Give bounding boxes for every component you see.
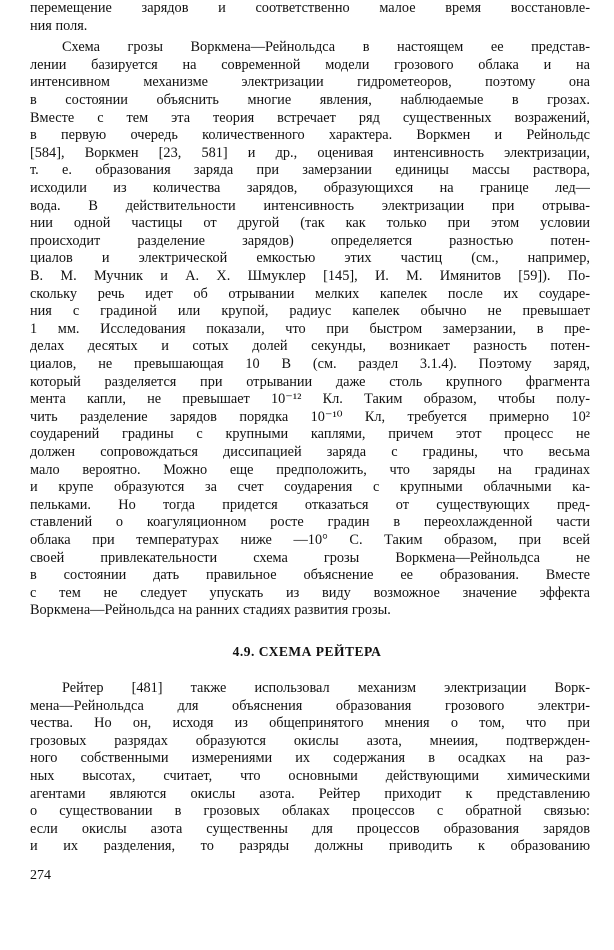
- text-line: В. М. Мучник и А. Х. Шмуклер [145], И. М. Имянитов [59]). По-: [30, 268, 590, 284]
- text-line: чества. Но он, исходя из общепринятого мнения о том, что при: [30, 715, 590, 732]
- text-line: мента капли, не превышает 10⁻¹² Кл. Таким образом, чтобы полу-: [30, 391, 590, 408]
- text-line: в состоянии объяснить многие явления, наблюдаемые в грозах.: [30, 92, 590, 108]
- text-line: ставлений о коагуляционном росте градин в переохлажденной части: [30, 514, 590, 531]
- text-line: исходили из количества зарядов, образующихся на границе лед—: [30, 180, 590, 196]
- text-line: мало вероятно. Можно еще предположить, что заряды на градинах: [30, 461, 590, 478]
- text-line: грозовых разрядах образуются окислы азота, мнеиия, подтвержден-: [30, 732, 590, 749]
- text-line: в первую очередь количественного характера. Воркмен и Рейнольдс: [30, 127, 590, 144]
- text-line: мена—Рейнольдса для объяснения образования грозового электри-: [30, 697, 590, 714]
- text-line: чить разделение зарядов порядка 10⁻¹⁰ Кл, требуется примерно 10²: [30, 408, 590, 425]
- text-line: Воркмена—Рейнольдса на ранних стадиях развития грозы.: [30, 602, 391, 619]
- text-line: Рейтер [481] также использовал механизм электризации Ворк-: [62, 680, 590, 696]
- text-line: в состоянии дать правильное объяснение ее образования. Вместе: [30, 567, 590, 584]
- text-line: [584], Воркмен [23, 581] и др., оценивая интенсивность электризации,: [30, 144, 590, 161]
- text-line: Вместе с тем эта теория встречает ряд существенных возражений,: [30, 109, 590, 126]
- text-line: т. е. образования заряда при замерзании единицы массы раствора,: [30, 162, 590, 179]
- text-line: скольку речь идет об отрывании мелких капелек после их соударе-: [30, 285, 590, 302]
- text-line: ных высотах, считает, что основными действующими химическими: [30, 768, 590, 784]
- text-line: облака при температурах ниже —10° С. Таким образом, при всей: [30, 532, 590, 548]
- text-line: лении базируется на современной модели грозового облака и на: [30, 56, 590, 73]
- text-line: который разделяется при отрывании даже столь крупного фрагмента: [30, 373, 590, 390]
- text-line: с тем не следует упускать из виду возможное значение эффекта: [30, 584, 590, 601]
- text-line: вода. В действительности интенсивность электризации при отрыва-: [30, 197, 590, 214]
- text-line: должен сопровождаться диссипацией заряда с градины, что весьма: [30, 444, 590, 460]
- text-line: 1 мм. Исследования показали, что при быстром замерзании, в пре-: [30, 320, 590, 337]
- text-line: и их разделения, то разряды должны приводить к образованию: [30, 838, 590, 855]
- text-line: ного собственными измерениями их содержания в осадках на раз-: [30, 750, 590, 767]
- text-line: делах десятых и сотых долей секунды, возникает разность потен-: [30, 338, 590, 355]
- text-line: и крупе образуются за счет соударения с крупными облачными ка-: [30, 479, 590, 496]
- text-line: перемещение зарядов и соответственно малое время восстановле-: [30, 0, 590, 16]
- text-line: ния поля.: [30, 17, 88, 34]
- text-line: своей привлекательности схема грозы Воркмена—Рейнольдса не: [30, 549, 590, 566]
- text-line: происходит разделение зарядов) определяется разностью потен-: [30, 232, 590, 249]
- text-line: о существовании в грозовых облаках процессов с обратной связью:: [30, 803, 590, 820]
- text-line: Схема грозы Воркмена—Рейнольдса в настоящем ее представ-: [62, 39, 590, 56]
- page-number: 274: [30, 868, 51, 883]
- text-line: циалов и электрической емкостью этих частиц (см., например,: [30, 250, 590, 267]
- text-line: нии одной частицы от другой (так как только при этом условии: [30, 215, 590, 232]
- text-line: пельками. Но тогда придется отказаться от существующих пред-: [30, 496, 590, 513]
- text-line: ния с градиной или крупой, радиус капелек обычно не превышает: [30, 303, 590, 320]
- section-heading: 4.9. СХЕМА РЕЙТЕРА: [232, 644, 382, 659]
- text-line: интенсивном механизме электризации гидрометеоров, поэтому она: [30, 74, 590, 91]
- text-line: если окислы азота существенны для процессов образования зарядов: [30, 820, 590, 837]
- text-line: агентами являются окислы азота. Рейтер приходит к представлению: [30, 785, 590, 802]
- text-line: соударений градины с крупными каплями, причем этот процесс не: [30, 426, 590, 443]
- text-line: циалов, не превышающая 10 В (см. раздел 3.1.4). Поэтому заряд,: [30, 356, 590, 372]
